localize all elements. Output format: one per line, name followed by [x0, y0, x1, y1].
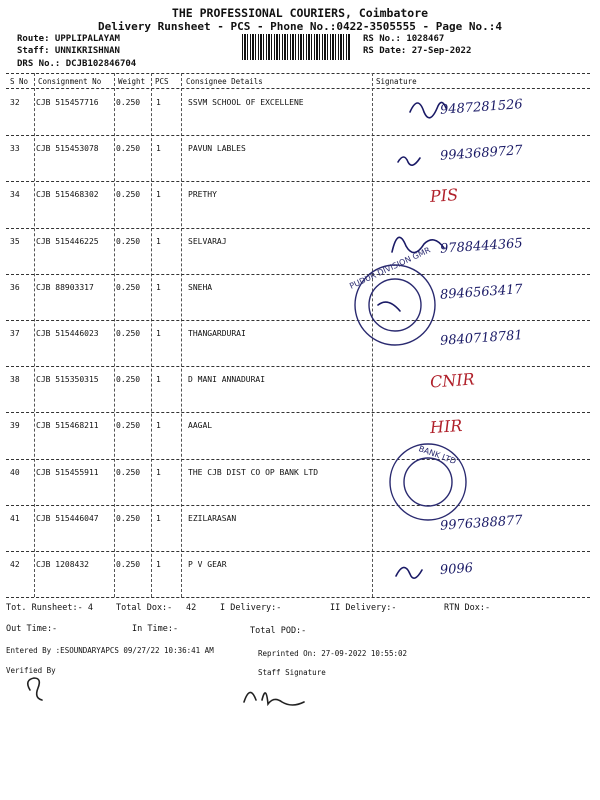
signature-scribble — [398, 157, 420, 165]
row-sno: 33 — [10, 144, 20, 154]
sheet-title: THE PROFESSIONAL COURIERS, Coimbatore — [171, 6, 429, 20]
row-signature: 9487281526 — [439, 97, 524, 118]
ii-delivery: II Delivery:- — [330, 603, 397, 613]
row-consignee: SELVARAJ — [188, 236, 227, 246]
col-consignee: Consignee Details — [186, 77, 263, 86]
row-consignment-no: CJB 515468302 — [36, 190, 99, 200]
row-consignment-no: CJB 515457716 — [36, 98, 99, 107]
row-signature: 9788444365 — [439, 235, 524, 257]
rtn-dox: RTN Dox:- — [444, 603, 491, 613]
row-consignment-no: CJB 515446047 — [36, 513, 99, 523]
total-pod: Total POD:- — [250, 626, 307, 636]
staff-label: Staff: UNNIKRISHNAN — [17, 46, 120, 56]
row-pcs: 1 — [156, 329, 161, 338]
in-time: In Time:- — [132, 624, 179, 634]
row-consignment-no: CJB 515453078 — [36, 144, 99, 154]
row-consignee: SNEHA — [188, 282, 213, 292]
row-weight: 0.250 — [116, 560, 141, 569]
out-time: Out Time:- — [6, 624, 58, 634]
row-signature: PIS — [429, 185, 459, 207]
row-consignment-no: CJB 515446225 — [36, 236, 99, 246]
row-consignee: P V GEAR — [188, 560, 227, 569]
col-signature: Signature — [376, 77, 417, 86]
row-consignee: SSVM SCHOOL OF EXCELLENE — [188, 98, 304, 107]
row-weight: 0.250 — [116, 190, 141, 200]
row-pcs: 1 — [156, 236, 161, 246]
row-pcs: 1 — [156, 560, 161, 569]
row-consignee: THE CJB DIST CO OP BANK LTD — [188, 467, 319, 477]
row-sno: 39 — [10, 421, 20, 431]
row-consignment-no: CJB 1208432 — [36, 560, 89, 569]
row-pcs: 1 — [156, 421, 161, 431]
row-consignment-no: CJB 515468211 — [36, 421, 99, 431]
row-consignment-no: CJB 515446023 — [36, 329, 99, 338]
row-sno: 37 — [10, 329, 20, 338]
staff-signature-label: Staff Signature — [258, 668, 326, 677]
row-consignment-no: CJB 515350315 — [36, 375, 99, 385]
signature-scribble — [378, 302, 400, 311]
row-weight: 0.250 — [116, 98, 141, 107]
row-weight: 0.250 — [116, 236, 141, 246]
row-signature: CNIR — [429, 369, 476, 392]
row-weight: 0.250 — [116, 144, 141, 154]
route-label: Route: UPPLIPALAYAM — [17, 34, 120, 44]
rs-number: RS No.: 1028467 — [363, 34, 445, 44]
row-signature: 9096 — [439, 560, 474, 579]
tot-runsheet: Tot. Runsheet:- 4 — [6, 603, 93, 613]
row-weight: 0.250 — [116, 467, 141, 477]
row-sno: 40 — [10, 467, 20, 477]
staff-signature-scribble — [244, 692, 304, 705]
row-pcs: 1 — [156, 467, 161, 477]
row-pcs: 1 — [156, 375, 161, 385]
row-sno: 36 — [10, 282, 20, 292]
row-sno: 42 — [10, 560, 20, 569]
row-consignment-no: CJB 515455911 — [36, 467, 99, 477]
row-signature: 9840718781 — [439, 328, 524, 349]
row-consignee: PAVUN LABLES — [188, 144, 246, 154]
drs-label: DRS No.: DCJB102846704 — [17, 59, 137, 69]
row-weight: 0.250 — [116, 421, 141, 431]
total-dox-label: Total Dox:- — [116, 603, 173, 613]
total-dox-value: 42 — [186, 603, 197, 613]
row-consignment-no: CJB 88903317 — [36, 282, 94, 292]
col-sno: S No — [10, 77, 29, 86]
row-weight: 0.250 — [116, 375, 141, 385]
row-signature: 9976388877 — [439, 512, 524, 534]
signature-scribble — [396, 567, 422, 578]
row-sno: 32 — [10, 98, 20, 107]
rs-date: RS Date: 27-Sep-2022 — [363, 46, 472, 56]
row-consignee: PRETHY — [188, 190, 217, 200]
col-weight: Weight — [118, 77, 146, 86]
row-pcs: 1 — [156, 282, 161, 292]
row-sno: 35 — [10, 236, 20, 246]
row-signature: HIR — [429, 416, 463, 438]
bank-stamp-inner — [404, 458, 452, 506]
row-signature: 9943689727 — [439, 143, 524, 165]
signature-scribble — [410, 102, 446, 117]
reprinted-on: Reprinted On: 27-09-2022 10:55:02 — [258, 649, 408, 658]
row-weight: 0.250 — [116, 282, 141, 292]
col-consignment: Consignment No — [38, 77, 102, 86]
stamp-text: PUDUR DIVISION GMR — [348, 245, 432, 291]
verified-by: Verified By — [6, 666, 56, 675]
row-pcs: 1 — [156, 144, 161, 154]
row-sno: 38 — [10, 375, 20, 385]
row-consignee: AAGAL — [188, 421, 213, 431]
row-sno: 34 — [10, 190, 20, 200]
bank-stamp-text: BANK LTD — [417, 444, 458, 466]
sheet-subtitle: Delivery Runsheet - PCS - Phone No.:0422-3505555 - Page No.:4 — [98, 20, 502, 33]
row-consignee: EZILARASAN — [188, 513, 237, 523]
stamp-circle-inner — [369, 279, 421, 331]
row-weight: 0.250 — [116, 329, 141, 338]
row-weight: 0.250 — [116, 513, 141, 523]
verified-scribble — [28, 678, 42, 700]
col-pcs: PCS — [155, 77, 169, 86]
row-sno: 41 — [10, 513, 20, 523]
row-consignee: THANGARDURAI — [188, 329, 246, 338]
row-consignee: D MANI ANNADURAI — [188, 375, 266, 385]
footer-rule — [6, 597, 590, 598]
i-delivery: I Delivery:- — [220, 603, 282, 613]
row-signature: 8946563417 — [439, 281, 524, 303]
entered-by: Entered By :ESOUNDARYAPCS 09/27/22 10:36:41 AM — [6, 646, 214, 655]
row-pcs: 1 — [156, 513, 161, 523]
row-pcs: 1 — [156, 98, 161, 107]
row-pcs: 1 — [156, 190, 161, 200]
